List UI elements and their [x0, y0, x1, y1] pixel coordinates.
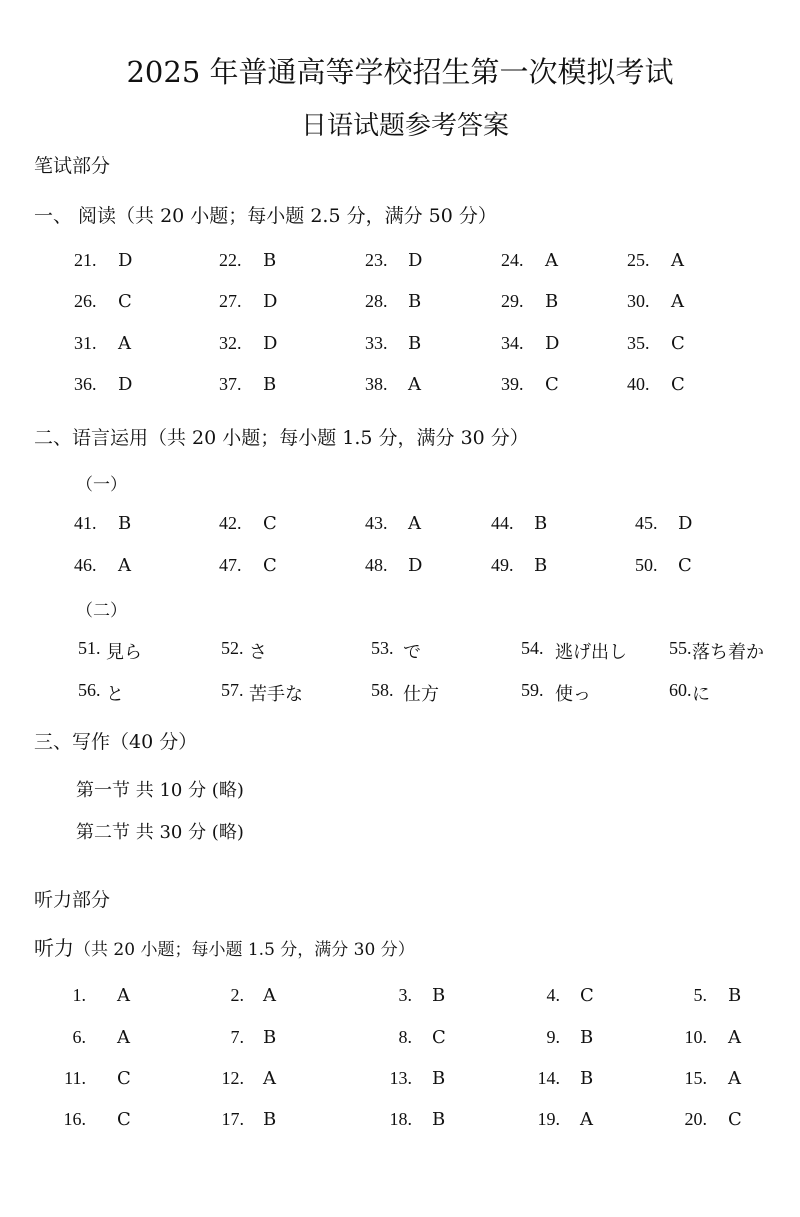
answer-value: B — [432, 1109, 446, 1130]
question-number: 2. — [230, 985, 244, 1005]
question-number: 52. — [221, 638, 244, 658]
question-number: 50. — [635, 555, 658, 575]
question-number: 49. — [491, 555, 514, 575]
question-number: 13. — [389, 1068, 412, 1088]
answer-value: D — [408, 555, 423, 576]
question-number: 42. — [219, 513, 242, 533]
question-number: 32. — [219, 333, 242, 353]
question-number: 3. — [398, 985, 412, 1005]
answer-value: C — [432, 1027, 446, 1048]
answer-value: B — [545, 291, 559, 312]
document-title: 2025 年普通高等学校招生第一次模拟考试 — [126, 55, 674, 89]
question-number: 57. — [221, 680, 244, 700]
answer-value: 使っ — [555, 684, 591, 705]
answer-row — [0, 1068, 800, 1096]
answer-value: A — [117, 1027, 130, 1048]
question-number: 29. — [501, 291, 524, 311]
answer-value: A — [580, 1109, 593, 1130]
answer-value: A — [117, 985, 130, 1006]
question-number: 38. — [365, 374, 388, 394]
question-number: 46. — [74, 555, 97, 575]
document-subtitle: 日语试题参考答案 — [300, 111, 509, 141]
listening-heading-main: 听力 — [34, 936, 74, 960]
answer-value: D — [408, 250, 423, 271]
question-number: 39. — [501, 374, 524, 394]
answer-value: B — [408, 333, 422, 354]
part-one-label: （一） — [76, 475, 127, 495]
question-number: 36. — [74, 374, 97, 394]
question-number: 40. — [627, 374, 650, 394]
answer-value: B — [580, 1027, 594, 1048]
answer-row — [0, 555, 800, 583]
answer-value: B — [263, 1027, 277, 1048]
answer-value: D — [118, 250, 133, 271]
answer-value: A — [545, 250, 558, 271]
question-number: 43. — [365, 513, 388, 533]
answer-value: A — [118, 555, 131, 576]
listening-section-heading: 听力部分 — [34, 889, 111, 911]
question-number: 16. — [63, 1109, 86, 1129]
question-number: 11. — [64, 1068, 86, 1088]
question-number: 26. — [74, 291, 97, 311]
answer-value: B — [408, 291, 422, 312]
question-number: 12. — [221, 1068, 244, 1088]
answer-value: 落ち着か — [692, 642, 764, 663]
question-number: 24. — [501, 250, 524, 270]
answer-value: C — [671, 374, 685, 395]
answer-value: C — [671, 333, 685, 354]
answer-value: さ — [249, 642, 267, 663]
answer-value: 見ら — [106, 642, 142, 663]
question-number: 31. — [74, 333, 97, 353]
question-number: 23. — [365, 250, 388, 270]
question-number: 27. — [219, 291, 242, 311]
answer-row — [0, 374, 800, 402]
answer-value: A — [263, 1068, 276, 1089]
answer-value: 苦手な — [249, 684, 303, 705]
question-number: 35. — [627, 333, 650, 353]
answer-value: C — [117, 1109, 131, 1130]
answer-value: B — [728, 985, 742, 1006]
answer-row — [0, 1109, 800, 1137]
question-number: 51. — [78, 638, 101, 658]
language-use-heading: 二、语言运用（共 20 小题；每小题 1.5 分，满分 30 分） — [34, 427, 529, 449]
writing-section-one: 第一节 共 10 分 (略) — [76, 780, 244, 801]
answer-value: 仕方 — [403, 684, 439, 705]
question-number: 7. — [230, 1027, 244, 1047]
answer-value: B — [263, 250, 277, 271]
answer-value: A — [263, 985, 276, 1006]
answer-value: B — [580, 1068, 594, 1089]
question-number: 9. — [546, 1027, 560, 1047]
question-number: 18. — [389, 1109, 412, 1129]
answer-value: C — [728, 1109, 742, 1130]
answer-value: で — [403, 642, 421, 663]
answer-value: B — [263, 1109, 277, 1130]
answer-value: D — [678, 513, 693, 534]
question-number: 8. — [398, 1027, 412, 1047]
question-number: 41. — [74, 513, 97, 533]
answer-value: A — [408, 513, 421, 534]
question-number: 55. — [669, 638, 692, 658]
answer-value: C — [118, 291, 132, 312]
answer-value: B — [263, 374, 277, 395]
answer-value: A — [118, 333, 131, 354]
question-number: 34. — [501, 333, 524, 353]
question-number: 15. — [684, 1068, 707, 1088]
question-number: 20. — [684, 1109, 707, 1129]
question-number: 30. — [627, 291, 650, 311]
written-section-heading: 笔试部分 — [34, 155, 111, 177]
question-number: 56. — [78, 680, 101, 700]
answer-value: A — [408, 374, 421, 395]
question-number: 22. — [219, 250, 242, 270]
part-two-label: （二） — [76, 601, 127, 621]
answer-value: B — [534, 555, 548, 576]
answer-value: と — [106, 684, 124, 705]
question-number: 1. — [72, 985, 86, 1005]
answer-value: D — [263, 333, 278, 354]
answer-row — [0, 985, 800, 1013]
question-number: 37. — [219, 374, 242, 394]
question-number: 5. — [693, 985, 707, 1005]
answer-value: D — [263, 291, 278, 312]
answer-value: D — [118, 374, 133, 395]
question-number: 44. — [491, 513, 514, 533]
answer-value: A — [728, 1068, 741, 1089]
listening-heading — [34, 932, 415, 961]
question-number: 4. — [546, 985, 560, 1005]
question-number: 47. — [219, 555, 242, 575]
question-number: 25. — [627, 250, 650, 270]
question-number: 60. — [669, 680, 692, 700]
answer-row — [0, 291, 800, 319]
answer-value: C — [263, 555, 277, 576]
question-number: 28. — [365, 291, 388, 311]
answer-value: C — [580, 985, 594, 1006]
answer-value: A — [671, 250, 684, 271]
answer-row — [0, 680, 800, 708]
answer-row — [0, 1027, 800, 1055]
answer-value: C — [545, 374, 559, 395]
question-number: 17. — [221, 1109, 244, 1129]
question-number: 19. — [537, 1109, 560, 1129]
answer-value: B — [118, 513, 132, 534]
question-number: 33. — [365, 333, 388, 353]
answer-row — [0, 638, 800, 666]
answer-value: B — [432, 985, 446, 1006]
answer-row — [0, 250, 800, 278]
answer-value: A — [671, 291, 684, 312]
question-number: 14. — [537, 1068, 560, 1088]
question-number: 48. — [365, 555, 388, 575]
answer-row — [0, 513, 800, 541]
answer-row — [0, 333, 800, 361]
question-number: 10. — [684, 1027, 707, 1047]
answer-value: 逃げ出し — [555, 642, 627, 663]
answer-value: に — [692, 684, 710, 705]
listening-heading-detail: （共 20 小题；每小题 1.5 分，满分 30 分） — [74, 940, 415, 960]
question-number: 54. — [521, 638, 544, 658]
answer-value: C — [263, 513, 277, 534]
question-number: 6. — [72, 1027, 86, 1047]
reading-heading: 一、 阅读（共 20 小题；每小题 2.5 分，满分 50 分） — [34, 205, 497, 227]
question-number: 59. — [521, 680, 544, 700]
answer-value: C — [678, 555, 692, 576]
answer-value: B — [534, 513, 548, 534]
question-number: 53. — [371, 638, 394, 658]
question-number: 58. — [371, 680, 394, 700]
answer-value: B — [432, 1068, 446, 1089]
writing-section-two: 第二节 共 30 分 (略) — [76, 822, 244, 843]
question-number: 21. — [74, 250, 97, 270]
answer-value: D — [545, 333, 560, 354]
answer-value: C — [117, 1068, 131, 1089]
answer-value: A — [728, 1027, 741, 1048]
question-number: 45. — [635, 513, 658, 533]
writing-heading: 三、写作（40 分） — [34, 731, 198, 753]
